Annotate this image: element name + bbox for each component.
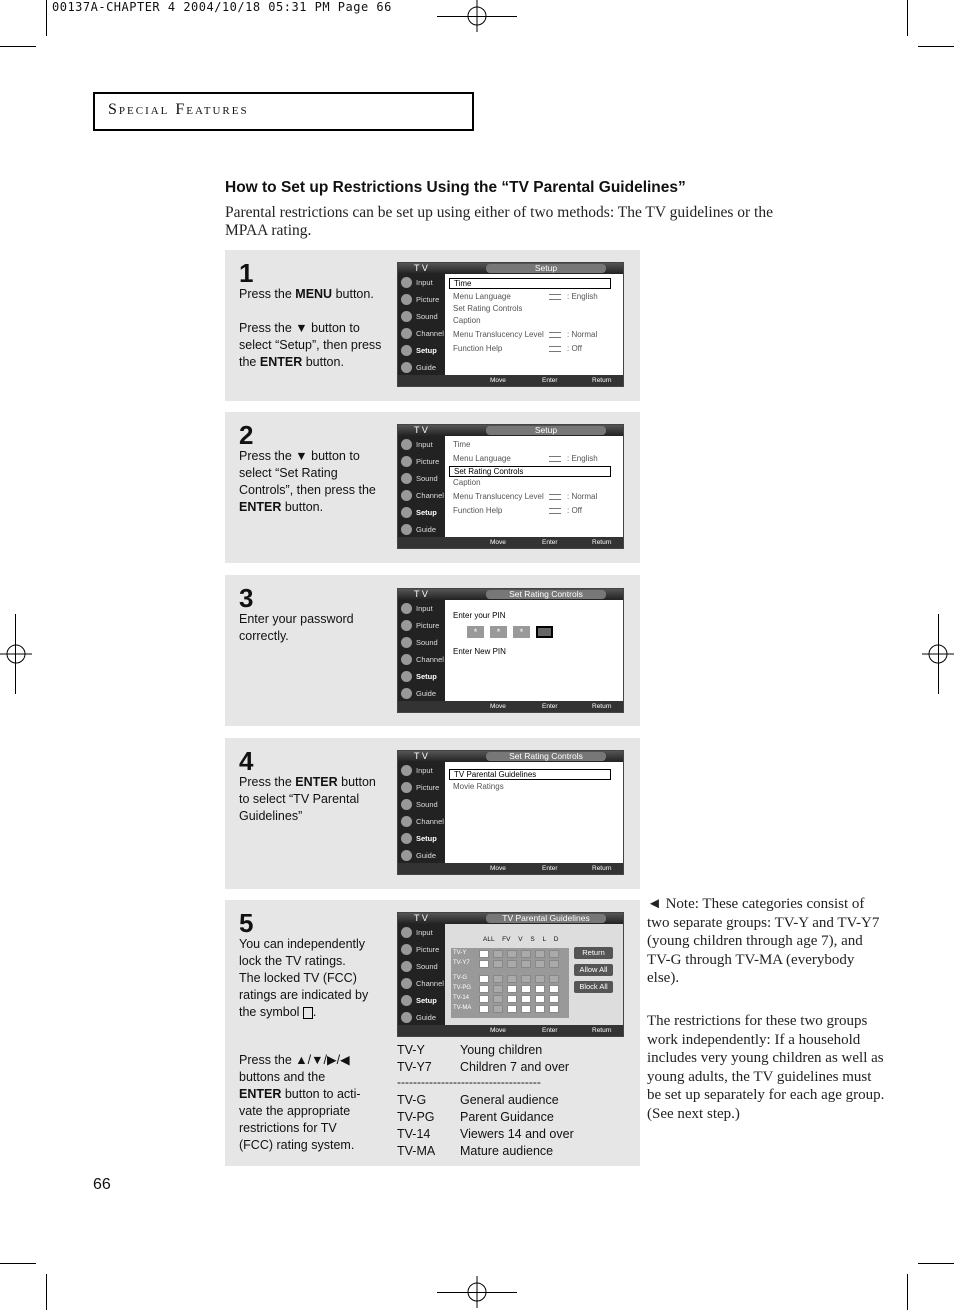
rating-cell[interactable]	[507, 985, 517, 993]
guide-icon	[401, 362, 412, 373]
registration-mark	[0, 638, 32, 670]
rating-cell[interactable]	[535, 960, 545, 968]
channel-icon	[401, 654, 412, 665]
step-1-panel	[225, 250, 640, 401]
tv-side-menu: Input Picture Sound Channel Setup Guide	[398, 600, 445, 701]
tv-side-menu: Input Picture Sound Channel Setup Guide	[398, 274, 445, 375]
input-icon	[401, 765, 412, 776]
return-button[interactable]: Return	[574, 947, 613, 959]
sound-icon	[401, 961, 412, 972]
intro-paragraph: Parental restrictions can be set up using either of two methods: The TV guidelines or the MPAA rating.	[225, 204, 773, 239]
tv-footer: Move Enter Return	[398, 1025, 623, 1036]
rating-cell[interactable]	[493, 1005, 503, 1013]
pin-digit: *	[490, 626, 507, 638]
step-4-panel	[225, 738, 640, 889]
step-number: 1	[239, 258, 254, 288]
tv-screen: T V Set Rating Controls Input Picture Sound Channel Setup Guide Enter your PIN * * * Enter New PIN Move Enter Return	[397, 588, 624, 713]
rating-cell[interactable]	[507, 995, 517, 1003]
guide-icon	[401, 524, 412, 535]
step-3-panel	[225, 575, 640, 726]
setup-icon	[401, 833, 412, 844]
rating-cell[interactable]	[549, 950, 559, 958]
step-1-instructions: Press the MENU button. Press the ▼ button to select “Setup”, then press the ENTER button.	[239, 287, 382, 369]
tv-footer: Move Enter Return	[398, 537, 623, 548]
tv-footer: Move Enter Return	[398, 863, 623, 874]
rating-cell[interactable]	[493, 960, 503, 968]
rating-cell[interactable]	[521, 985, 531, 993]
rating-cell[interactable]	[535, 950, 545, 958]
note-paragraph-2: The restrictions for these two groups work independently: If a household includes very young children as well as young adults, the TV guidelines must be set up separately for each age group. (See next step.)	[647, 1013, 885, 1122]
step-5-instructions: You can independently lock the TV ratings. The locked TV (FCC) ratings are indicated by the symbol .	[239, 937, 369, 1019]
channel-icon	[401, 816, 412, 827]
rating-cell[interactable]	[479, 985, 489, 993]
crop-mark	[907, 1274, 908, 1310]
rating-cell[interactable]	[549, 985, 559, 993]
input-icon	[401, 603, 412, 614]
rating-cell[interactable]	[479, 975, 489, 983]
step-number: 3	[239, 583, 254, 613]
picture-icon	[401, 782, 412, 793]
step-4-instructions: Press the ENTER button to select “TV Parental Guidelines”	[239, 775, 376, 823]
picture-icon	[401, 456, 412, 467]
registration-mark	[461, 1276, 493, 1308]
setup-icon	[401, 671, 412, 682]
channel-icon	[401, 490, 412, 501]
rating-cell[interactable]	[493, 985, 503, 993]
tv-footer: Move Enter Return	[398, 701, 623, 712]
tv-pin-screen: Enter your PIN * * * Enter New PIN	[445, 600, 623, 701]
crop-mark	[0, 46, 36, 47]
step-5-panel: 5 You can independently lock the TV ratings. The locked TV (FCC) ratings are indicated by the symbol . Press the ▲/▼/▶/◀ buttons and the ENTER button to acti-vate the appropriate restrictions for TV (FCC) rating system. T V TV Parental Guidelines Input Picture Sound Channel Setup Guide ALL FV V S L D TV-Y TV-Y7 TV-G TV-PG TV-14 TV-MA Return Allow All Block All Move Enter Return TV-Y Young children TV-Y7 Children 7 and over ------------------------------------ TV-G General audience TV-PG Parent Guidance TV-14 Viewers 14 and over TV-MA Mature audience	[225, 900, 640, 1166]
sound-icon	[401, 637, 412, 648]
input-icon	[401, 277, 412, 288]
tv-setup-menu: Time Menu Language : English Set Rating Controls Caption Menu Translucency Level : Normal Function Help : Off	[445, 436, 623, 537]
channel-icon	[401, 978, 412, 989]
tv-screen: T V Set Rating Controls Input Picture Sound Channel Setup Guide TV Parental Guidelines Movie Ratings Move Enter Return	[397, 750, 624, 875]
rating-cell[interactable]	[479, 960, 489, 968]
page-title: How to Set up Restrictions Using the “TV Parental Guidelines”	[225, 179, 686, 196]
rating-cell[interactable]	[507, 960, 517, 968]
crop-mark	[918, 46, 954, 47]
guide-icon	[401, 850, 412, 861]
section-header: Special Features	[108, 101, 249, 118]
rating-cell[interactable]	[479, 1005, 489, 1013]
picture-icon	[401, 294, 412, 305]
pin-digit-active	[536, 626, 553, 638]
input-icon	[401, 927, 412, 938]
step-2-instructions: Press the ▼ button to select “Set Rating Controls”, then press the ENTER button.	[239, 449, 376, 514]
tv-setup-menu: Time Menu Language : English Set Rating Controls Caption Menu Translucency Level : Normal Function Help : Off	[445, 274, 623, 375]
pin-digit: *	[467, 626, 484, 638]
rating-cell[interactable]	[549, 975, 559, 983]
lock-icon	[303, 1007, 313, 1019]
setup-icon	[401, 345, 412, 356]
picture-icon	[401, 944, 412, 955]
rating-cell[interactable]	[521, 950, 531, 958]
rating-cell[interactable]	[535, 995, 545, 1003]
sound-icon	[401, 311, 412, 322]
allow-all-button[interactable]: Allow All	[574, 964, 613, 976]
tv-footer: Move Enter Return	[398, 375, 623, 386]
rating-cell[interactable]	[549, 1005, 559, 1013]
rating-cell[interactable]	[479, 995, 489, 1003]
rating-cell[interactable]	[535, 985, 545, 993]
setup-icon	[401, 507, 412, 518]
tv-screen: T V TV Parental Guidelines Input Picture Sound Channel Setup Guide ALL FV V S L D TV-Y TV-Y7 TV-G TV-PG TV-14 TV-MA Return Allow All Block All Move Enter Return	[397, 912, 624, 1037]
guide-icon	[401, 688, 412, 699]
rating-cell[interactable]	[521, 960, 531, 968]
printer-slug: 00137A-CHAPTER 4 2004/10/18 05:31 PM Page 66	[52, 0, 392, 14]
crop-mark	[907, 0, 908, 36]
tv-side-menu: Input Picture Sound Channel Setup Guide	[398, 924, 445, 1025]
guide-icon	[401, 1012, 412, 1023]
rating-cell[interactable]	[521, 975, 531, 983]
channel-icon	[401, 328, 412, 339]
setup-icon	[401, 995, 412, 1006]
step-number: 4	[239, 746, 254, 776]
rating-cell[interactable]	[507, 1005, 517, 1013]
rating-cell[interactable]	[549, 960, 559, 968]
crop-mark	[0, 1263, 36, 1264]
tv-screen: T V Setup Input Picture Sound Channel Setup Guide Time Menu Language : English Set Rating Controls Caption Menu Translucency Level : Normal Function Help : Off Move Enter Return	[397, 424, 624, 549]
step-5-instructions-2: Press the ▲/▼/▶/◀ buttons and the ENTER button to acti-vate the appropriate restrictions for TV (FCC) rating system.	[239, 1053, 361, 1152]
rating-cell[interactable]	[479, 950, 489, 958]
block-all-button[interactable]: Block All	[574, 981, 613, 993]
page-number: 66	[93, 1176, 111, 1193]
rating-cell[interactable]	[535, 1005, 545, 1013]
rating-cell[interactable]	[493, 975, 503, 983]
sound-icon	[401, 799, 412, 810]
rating-cell[interactable]	[493, 950, 503, 958]
rating-cell[interactable]	[507, 950, 517, 958]
tv-rating-menu: TV Parental Guidelines Movie Ratings	[445, 762, 623, 863]
rating-cell[interactable]	[507, 975, 517, 983]
rating-cell[interactable]	[521, 995, 531, 1003]
input-icon	[401, 439, 412, 450]
crop-mark	[46, 1274, 47, 1310]
rating-cell[interactable]	[549, 995, 559, 1003]
registration-mark	[461, 0, 493, 32]
tv-guidelines-grid: ALL FV V S L D TV-Y TV-Y7 TV-G TV-PG TV-14 TV-MA Return Allow All Block All	[445, 924, 623, 1025]
rating-cell[interactable]	[521, 1005, 531, 1013]
tv-screen: T V Setup Input Picture Sound Channel Setup Guide Time Menu Language : English Set Rating Controls Caption Menu Translucency Level : Normal Function Help : Off Move Enter Return	[397, 262, 624, 387]
pin-digit: *	[513, 626, 530, 638]
step-number: 2	[239, 420, 254, 450]
picture-icon	[401, 620, 412, 631]
crop-mark	[918, 1263, 954, 1264]
sound-icon	[401, 473, 412, 484]
registration-mark	[922, 638, 954, 670]
note-paragraph: ◄ Note: These categories consist of two separate groups: TV-Y and TV-Y7 (young children through age 7), and TV-G through TV-MA (everybody else).	[647, 896, 880, 986]
step-number: 5	[239, 908, 254, 938]
rating-cell[interactable]	[535, 975, 545, 983]
rating-cell[interactable]	[493, 995, 503, 1003]
crop-mark	[46, 0, 47, 36]
tv-side-menu: Input Picture Sound Channel Setup Guide	[398, 762, 445, 863]
step-3-instructions: Enter your password correctly.	[239, 612, 354, 643]
step-2-panel	[225, 412, 640, 563]
tv-side-menu: Input Picture Sound Channel Setup Guide	[398, 436, 445, 537]
